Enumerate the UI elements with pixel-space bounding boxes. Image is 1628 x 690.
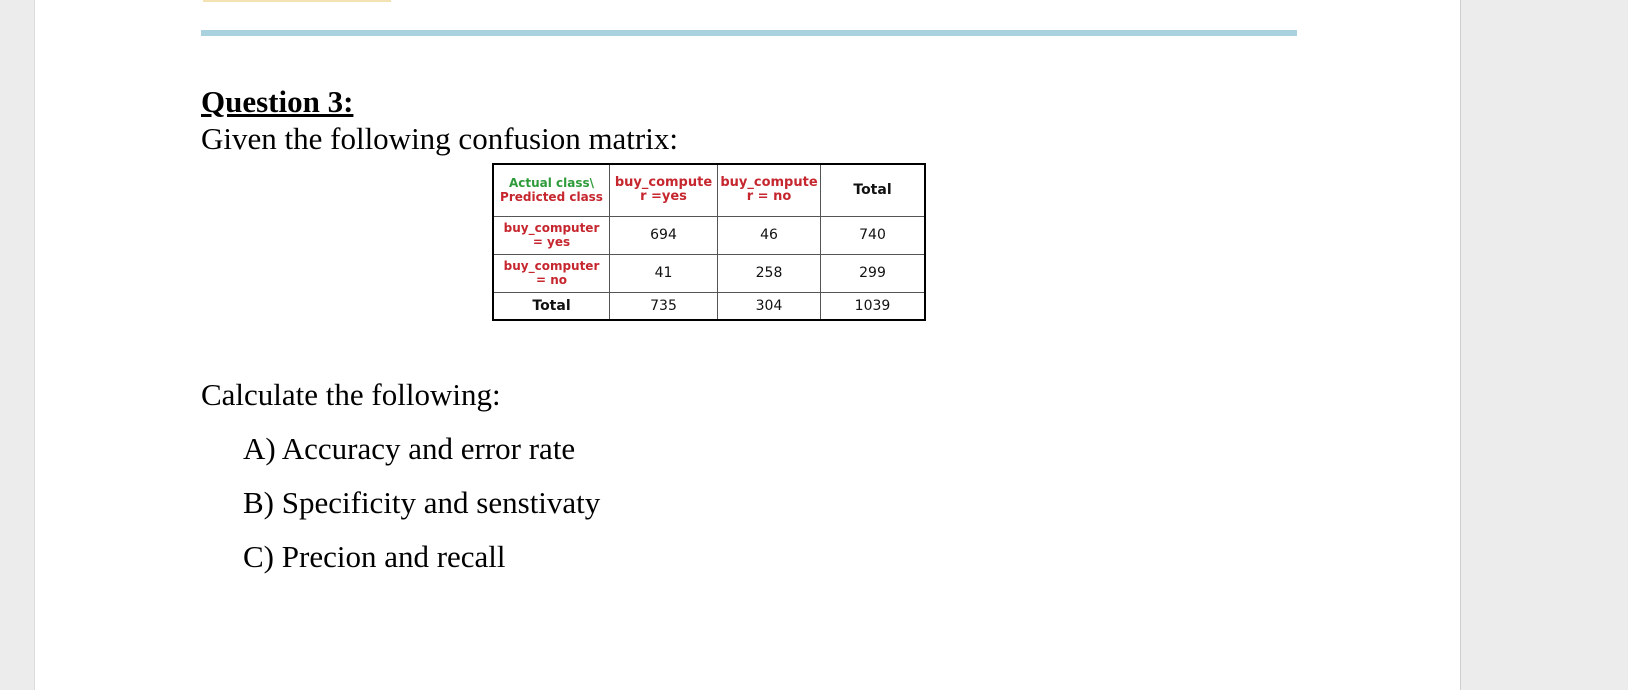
question-intro: Given the following confusion matrix:: [201, 121, 678, 156]
col-header-yes: [610, 164, 718, 216]
col-yes-line2: r =yes: [640, 189, 687, 205]
table-row: [493, 292, 925, 320]
top-accent-bar: [203, 0, 391, 2]
confusion-matrix-table: [492, 163, 926, 321]
cell-yes-total: 740: [821, 216, 926, 254]
col-header-total: Total: [821, 164, 926, 216]
col-no-line1: buy_compute: [720, 175, 818, 191]
actual-class-label: Actual class\: [508, 176, 595, 191]
row-no-line1: buy_computer: [503, 259, 600, 273]
list-item: A) Accuracy and error rate: [243, 431, 576, 466]
cell-yes-yes: 694: [610, 216, 718, 254]
cell-total-yes: 735: [610, 292, 718, 320]
question-title: Question 3:: [201, 84, 354, 119]
table-header-row: [493, 164, 925, 216]
document-page: [34, 0, 1461, 690]
row-no-line2: = no: [535, 273, 568, 287]
cell-total-no: 304: [718, 292, 821, 320]
row-header-yes: [493, 216, 610, 254]
cell-no-yes: 41: [610, 254, 718, 292]
list-item: C) Precion and recall: [243, 539, 506, 574]
col-header-no: [718, 164, 821, 216]
cell-no-total: 299: [821, 254, 926, 292]
col-yes-line1: buy_compute: [614, 175, 713, 191]
predicted-class-label: Predicted class: [500, 190, 603, 205]
row-yes-line2: = yes: [532, 235, 571, 249]
cell-no-no: 258: [718, 254, 821, 292]
table-row: [493, 216, 925, 254]
row-header-no: [493, 254, 610, 292]
row-header-total: Total: [493, 292, 610, 320]
corner-header-cell: [493, 164, 610, 216]
cell-yes-no: 46: [718, 216, 821, 254]
table-row: [493, 254, 925, 292]
col-no-line2: r = no: [746, 189, 792, 205]
row-yes-line1: buy_computer: [503, 221, 600, 235]
calc-heading: Calculate the following:: [201, 377, 501, 412]
section-divider: [201, 30, 1297, 36]
cell-total-total: 1039: [821, 292, 926, 320]
list-item: B) Specificity and senstivaty: [243, 485, 601, 520]
